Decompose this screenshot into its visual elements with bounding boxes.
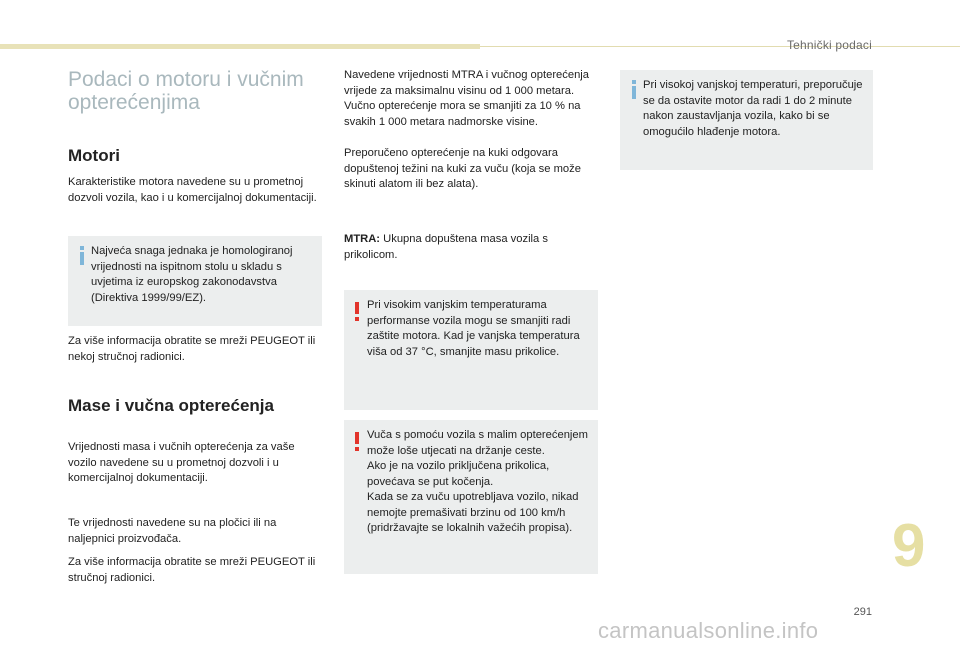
watermark: carmanualsonline.info — [598, 618, 819, 643]
header-rule — [480, 46, 960, 47]
heading-motori: Motori — [68, 146, 120, 165]
page-title-line-2: opterećenjima — [68, 91, 200, 114]
info-box-power — [68, 236, 322, 326]
warning-towing-line-3: Kada se za vuču upotrebljava vozilo, nikad nemojte premašivati brzinu od 100 km/h (pridržavajte se lokalnih važećih propisa). — [367, 491, 579, 534]
paragraph-contact-network: Za više informacija obratite se mreži PEUGEOT ili nekoj stručnoj radionici. — [68, 335, 316, 363]
mtra-text: Ukupna dopuštena masa vozila s prikolicom. — [344, 233, 548, 261]
paragraph-plate: Te vrijednosti navedene su na pločici ili na naljepnici proizvođača. — [68, 517, 277, 545]
heading-mase: Mase i vučna opterećenja — [68, 396, 274, 415]
header-accent-bar — [0, 44, 480, 49]
paragraph-mase-intro: Vrijednosti masa i vučnih opterećenja za vaše vozilo navedene su u prometnoj dozvoli i u komercijalnoj dokumentaciji. — [68, 441, 295, 484]
warning-towing-line-1: Vuča s pomoću vozila s malim opterećenjem može loše utjecati na držanje ceste. — [367, 429, 588, 457]
info-icon — [629, 80, 638, 100]
paragraph-contact-workshop: Za više informacija obratite se mreži PEUGEOT ili stručnoj radionici. — [68, 556, 316, 584]
page-number: 291 — [853, 606, 872, 618]
section-title: Tehnički podaci — [786, 38, 872, 52]
warning-icon — [354, 432, 360, 452]
warning-box-towing — [344, 420, 598, 574]
mtra-label: MTRA: — [344, 233, 381, 245]
warning-towing-line-2: Ako je na vozilo priključena prikolica, povećava se put kočenja. — [367, 460, 550, 488]
warning-box-temperature-text: Pri visokim vanjskim temperaturama performanse vozila mogu se smanjiti radi zaštite motora. Kad je vanjska temperatura viša od 37 °C, smanjite masu prikolice. — [367, 299, 580, 358]
paragraph-mtra-altitude: Navedene vrijednosti MTRA i vučnog opterećenja vrijede za maksimalnu visinu od 1 000 metara. Vučno opterećenje mora se smanjiti za 10 % na svakih 1 000 metara nadmorske visine. — [344, 69, 590, 128]
paragraph-motori-intro: Karakteristike motora navedene su u prometnoj dozvoli vozila, kao i u komercijalnoj dokumentaciji. — [68, 176, 317, 204]
page-title-line-1: Podaci o motoru i vučnim — [68, 68, 304, 91]
warning-box-temperature — [344, 290, 598, 410]
info-box-engine-cooling — [620, 70, 873, 170]
paragraph-mtra-definition — [344, 232, 594, 263]
warning-icon — [354, 302, 360, 322]
page-title — [68, 68, 328, 114]
info-box-power-text: Najveća snaga jednaka je homologiranoj vrijednosti na ispitnom stolu u skladu s uvjetima iz europskog zakonodavstva (Direktiva 1999/99/EZ). — [91, 245, 293, 304]
paragraph-hitch-load: Preporučeno opterećenje na kuki odgovara dopuštenoj težini na kuki za vuču (koja se može skinuti alatom ili bez alata). — [344, 147, 581, 190]
warning-box-towing-text — [367, 428, 592, 537]
info-icon — [77, 246, 86, 266]
info-box-engine-cooling-text: Pri visokoj vanjskoj temperaturi, preporučuje se da ostavite motor da radi 1 do 2 minute nakon zaustavljanja vozila, kako bi se omogućilo hlađenje motora. — [643, 79, 863, 138]
chapter-number: 9 — [892, 512, 926, 579]
